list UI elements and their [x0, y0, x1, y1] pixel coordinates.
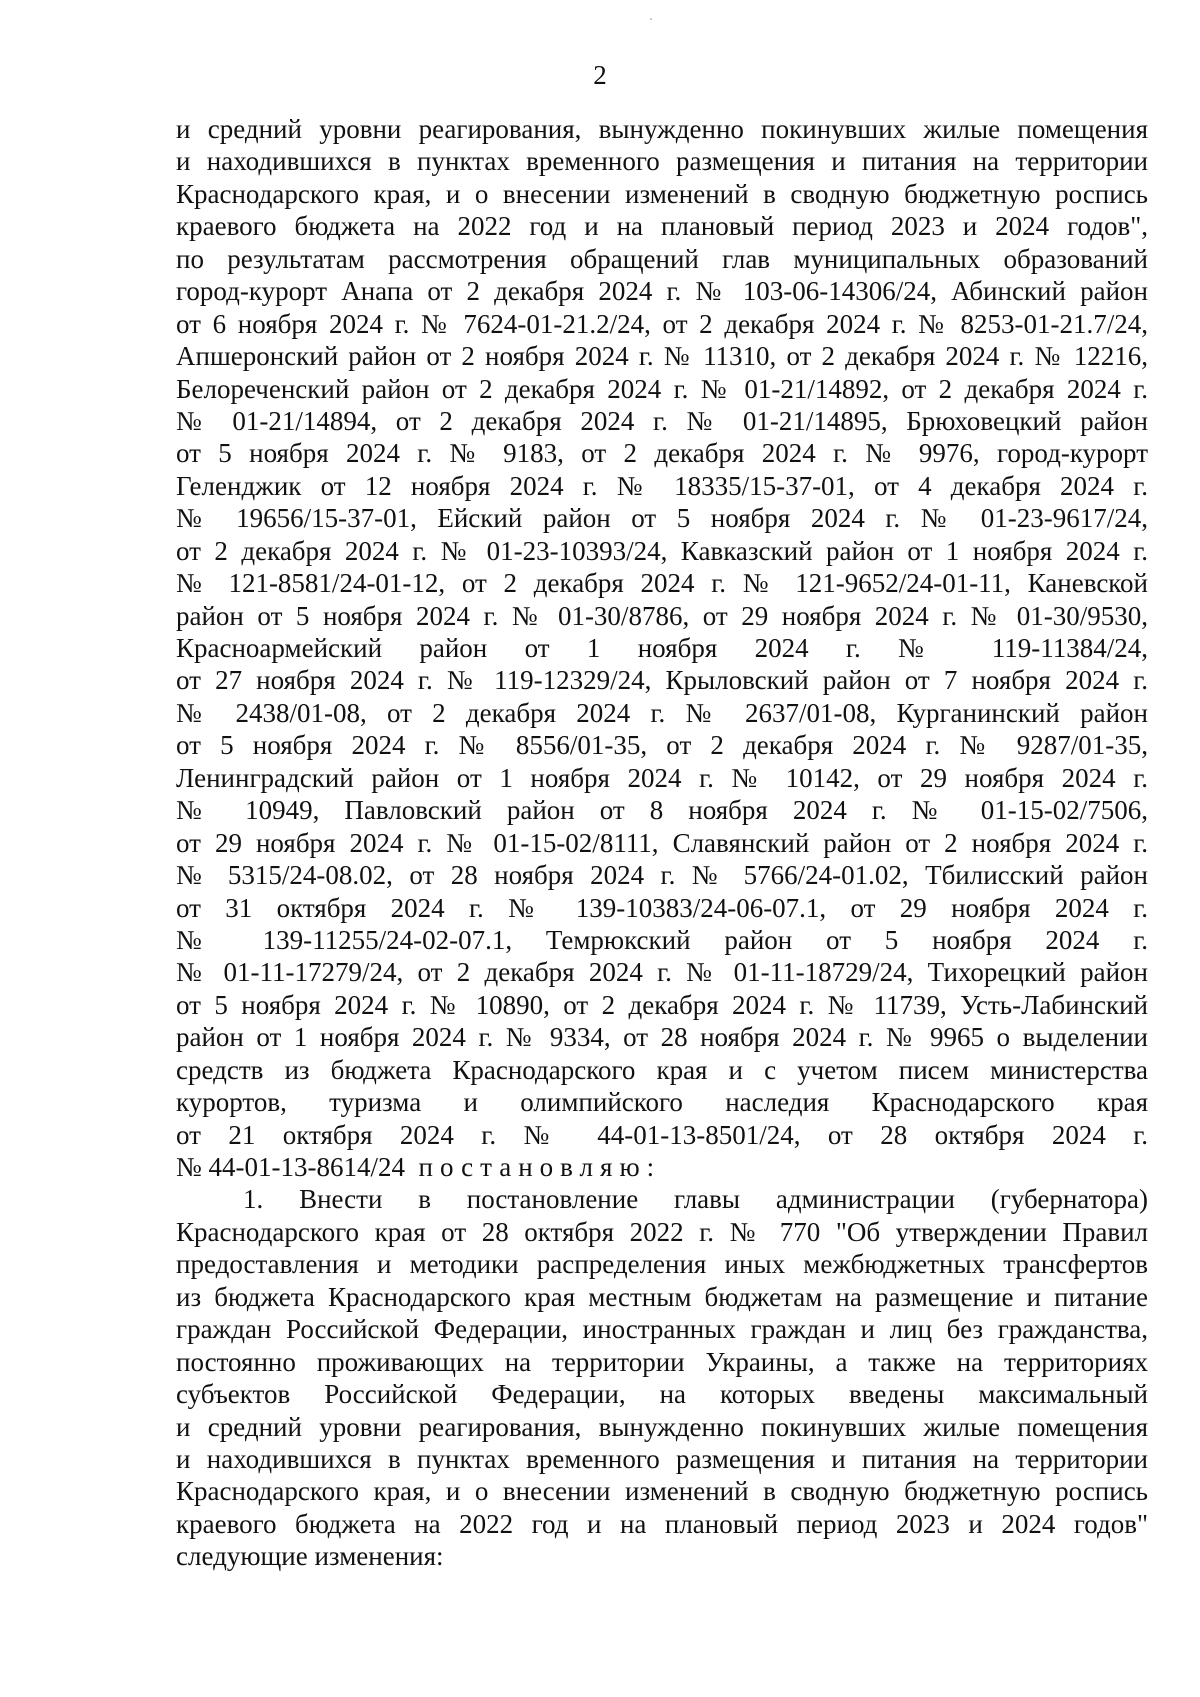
text-line: от 5 ноября 2024 г. № 8556/01-35, от 2 декабря 2024 г. № 9287/01-35,	[176, 730, 1148, 761]
text-line: средств из бюджета Краснодарского края и с учетом писем министерства	[176, 1054, 1148, 1085]
document-reference: № 44-01-13-8614/24	[176, 1152, 405, 1182]
text-line: Краснодарского края от 28 октября 2022 г. № 770 "Об утверждении Правил	[176, 1216, 1148, 1247]
text-line: из бюджета Краснодарского края местным бюджетам на размещение и питание	[176, 1281, 1148, 1312]
text-line: граждан Российской Федерации, иностранных граждан и лиц без гражданства,	[176, 1314, 1148, 1345]
text-line: № 19656/15-37-01, Ейский район от 5 ноября 2024 г. № 01-23-9617/24,	[176, 503, 1148, 534]
text-line: Краснодарского края, и о внесении изменений в сводную бюджетную роспись	[176, 1476, 1148, 1507]
text-line: и средний уровни реагирования, вынужденно покинувших жилые помещения	[176, 1411, 1148, 1442]
text-line-resolution	[176, 1151, 1148, 1183]
text-line: № 5315/24-08.02, от 28 ноября 2024 г. № 5766/24-01.02, Тбилисский район	[176, 860, 1148, 891]
text-line: по результатам рассмотрения обращений глав муниципальных образований	[176, 243, 1148, 274]
text-line: и средний уровни реагирования, вынужденно покинувших жилые помещения	[176, 114, 1148, 144]
text-line: район от 5 ноября 2024 г. № 01-30/8786, от 29 ноября 2024 г. № 01-30/9530,	[176, 600, 1148, 631]
text-line: район от 1 ноября 2024 г. № 9334, от 28 ноября 2024 г. № 9965 о выделении	[176, 1022, 1148, 1053]
text-line: город-курорт Анапа от 2 декабря 2024 г. № 103-06-14306/24, Абинский район	[176, 276, 1148, 307]
text-line: от 5 ноября 2024 г. № 9183, от 2 декабря 2024 г. № 9976, город-курорт	[176, 438, 1148, 469]
text-line: от 27 ноября 2024 г. № 119-12329/24, Крыловский район от 7 ноября 2024 г.	[176, 665, 1148, 696]
text-line: и находившихся в пунктах временного размещения и питания на территории	[176, 1443, 1148, 1474]
text-line: № 10949, Павловский район от 8 ноября 2024 г. № 01-15-02/7506,	[176, 795, 1148, 826]
text-line: субъектов Российской Федерации, на которых введены максимальный	[176, 1379, 1148, 1410]
text-line: № 2438/01-08, от 2 декабря 2024 г. № 2637/01-08, Курганинский район	[176, 697, 1148, 728]
text-line: следующие изменения:	[176, 1541, 444, 1572]
text-line: от 31 октября 2024 г. № 139-10383/24-06-07.1, от 29 ноября 2024 г.	[176, 892, 1148, 923]
text-line: от 5 ноября 2024 г. № 10890, от 2 декабря 2024 г. № 11739, Усть-Лабинский	[176, 989, 1148, 1020]
text-line: от 29 ноября 2024 г. № 01-15-02/8111, Славянский район от 2 ноября 2024 г.	[176, 827, 1148, 858]
text-line: от 2 декабря 2024 г. № 01-23-10393/24, Кавказский район от 1 ноября 2024 г.	[176, 535, 1148, 566]
resolution-word: постановляю:	[418, 1152, 662, 1182]
text-line: № 139-11255/24-02-07.1, Темрюкский район от 5 ноября 2024 г.	[176, 924, 1148, 955]
text-line: Краснодарского края, и о внесении изменений в сводную бюджетную роспись	[176, 178, 1148, 209]
scan-speck	[650, 18, 652, 20]
text-line: Ленинградский район от 1 ноября 2024 г. № 10142, от 29 ноября 2024 г.	[176, 762, 1148, 793]
text-line: № 01-11-17279/24, от 2 декабря 2024 г. № 01-11-18729/24, Тихорецкий район	[176, 957, 1148, 988]
text-line: Белореченский район от 2 декабря 2024 г. № 01-21/14892, от 2 декабря 2024 г.	[176, 373, 1148, 404]
text-line: Апшеронский район от 2 ноября 2024 г. № 11310, от 2 декабря 2024 г. № 12216,	[176, 341, 1148, 372]
text-line: постоянно проживающих на территории Украины, а также на территориях	[176, 1346, 1148, 1377]
text-line: краевого бюджета на 2022 год и на плановый период 2023 и 2024 годов"	[176, 1508, 1148, 1539]
text-line: курортов, туризма и олимпийского наследия Краснодарского края	[176, 1087, 1148, 1118]
text-line: и находившихся в пунктах временного размещения и питания на территории	[176, 146, 1148, 177]
document-body	[176, 113, 1148, 1573]
text-line: Красноармейский район от 1 ноября 2024 г. № 119-11384/24,	[176, 633, 1148, 663]
text-line: краевого бюджета на 2022 год и на плановый период 2023 и 2024 годов",	[176, 211, 1148, 242]
text-line: № 121-8581/24-01-12, от 2 декабря 2024 г. № 121-9652/24-01-11, Каневской	[176, 568, 1148, 599]
page-number: 2	[593, 60, 607, 90]
text-line: от 21 октября 2024 г. № 44-01-13-8501/24, от 28 октября 2024 г.	[176, 1119, 1148, 1150]
text-line: № 01-21/14894, от 2 декабря 2024 г. № 01-21/14895, Брюховецкий район	[176, 405, 1148, 436]
text-line: Геленджик от 12 ноября 2024 г. № 18335/15-37-01, от 4 декабря 2024 г.	[176, 470, 1148, 501]
text-line: от 6 ноября 2024 г. № 7624-01-21.2/24, от 2 декабря 2024 г. № 8253-01-21.7/24,	[176, 308, 1148, 339]
text-line: предоставления и методики распределения иных межбюджетных трансфертов	[176, 1249, 1148, 1280]
paragraph-1-start: 1. Внести в постановление главы администрации (губернатора)	[243, 1184, 1148, 1215]
